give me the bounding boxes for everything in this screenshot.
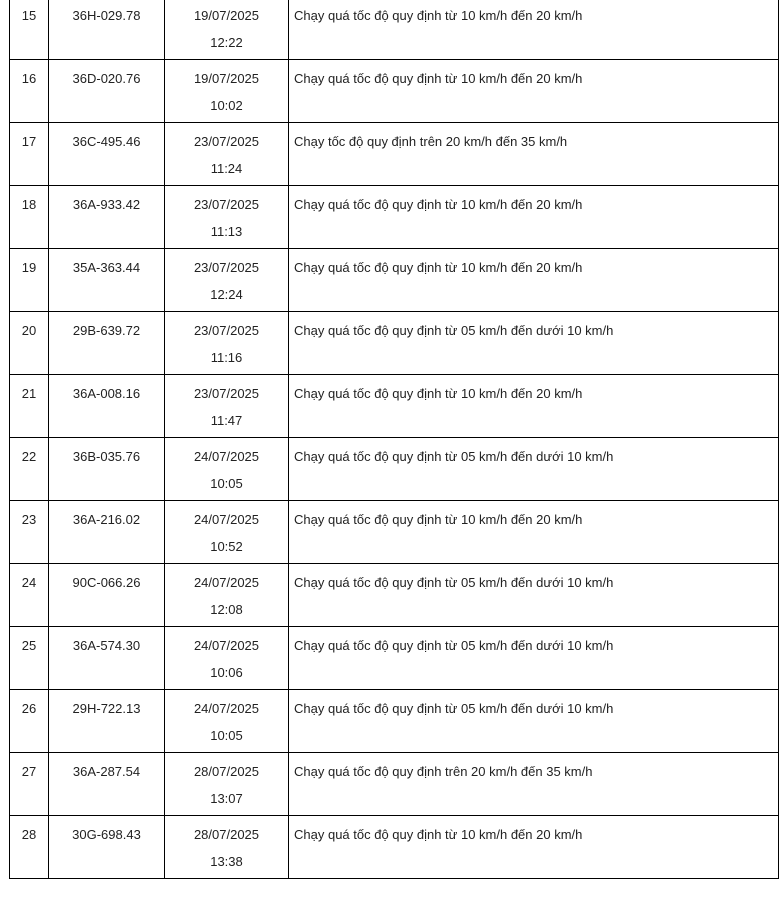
row-number-cell [10, 186, 49, 249]
row-number: 22 [21, 449, 37, 464]
table-row [10, 186, 779, 249]
plate-cell [49, 501, 165, 564]
row-number-cell [10, 627, 49, 690]
datetime-cell [165, 816, 289, 879]
violation-cell [289, 690, 779, 753]
plate-cell [49, 627, 165, 690]
violation-time: 11:24 [210, 161, 243, 176]
license-plate: 35A-363.44 [72, 260, 141, 275]
row-number: 24 [21, 575, 37, 590]
table-row [10, 690, 779, 753]
violation-cell [289, 312, 779, 375]
row-number: 23 [21, 512, 37, 527]
violation-cell [289, 816, 779, 879]
violation-time: 10:06 [210, 665, 243, 680]
violation-description: Chạy quá tốc độ quy định từ 10 km/h đến 20 km/h [294, 260, 583, 275]
row-number-cell [10, 564, 49, 627]
violation-cell [289, 249, 779, 312]
datetime-cell [165, 753, 289, 816]
violation-time: 13:07 [210, 791, 243, 806]
row-number-cell [10, 501, 49, 564]
violation-date: 23/07/2025 [193, 323, 260, 338]
violation-description: Chạy quá tốc độ quy định từ 10 km/h đến 20 km/h [294, 71, 583, 86]
violation-cell [289, 186, 779, 249]
license-plate: 29B-639.72 [72, 323, 141, 338]
violation-date: 28/07/2025 [193, 764, 260, 779]
datetime-cell [165, 186, 289, 249]
table-row [10, 753, 779, 816]
row-number: 18 [21, 197, 37, 212]
row-number: 21 [21, 386, 37, 401]
violation-cell [289, 564, 779, 627]
row-number-cell [10, 312, 49, 375]
violation-date: 23/07/2025 [193, 134, 260, 149]
datetime-cell [165, 0, 289, 60]
violations-table [9, 0, 779, 879]
violation-cell [289, 438, 779, 501]
table-row [10, 123, 779, 186]
row-number-cell [10, 753, 49, 816]
violation-time: 13:38 [210, 854, 243, 869]
violation-time: 10:05 [210, 476, 243, 491]
plate-cell [49, 816, 165, 879]
violation-date: 24/07/2025 [193, 512, 260, 527]
violation-time: 12:24 [210, 287, 243, 302]
license-plate: 36C-495.46 [72, 134, 141, 149]
violation-description: Chạy quá tốc độ quy định từ 05 km/h đến dưới 10 km/h [294, 701, 614, 716]
datetime-cell [165, 627, 289, 690]
violation-date: 28/07/2025 [193, 827, 260, 842]
table-row [10, 501, 779, 564]
violation-cell [289, 123, 779, 186]
plate-cell [49, 186, 165, 249]
table-row [10, 564, 779, 627]
violation-description: Chạy quá tốc độ quy định từ 10 km/h đến 20 km/h [294, 197, 583, 212]
violation-description: Chạy quá tốc độ quy định từ 05 km/h đến dưới 10 km/h [294, 449, 614, 464]
license-plate: 90C-066.26 [72, 575, 141, 590]
row-number-cell [10, 816, 49, 879]
row-number: 28 [21, 827, 37, 842]
datetime-cell [165, 249, 289, 312]
row-number-cell [10, 375, 49, 438]
plate-cell [49, 564, 165, 627]
violation-date: 23/07/2025 [193, 260, 260, 275]
violation-date: 23/07/2025 [193, 197, 260, 212]
row-number-cell [10, 0, 49, 60]
table-row [10, 816, 779, 879]
violation-description: Chạy quá tốc độ quy định từ 10 km/h đến 20 km/h [294, 8, 583, 23]
violation-description: Chạy quá tốc độ quy định trên 20 km/h đến 35 km/h [294, 764, 593, 779]
violation-time: 11:13 [210, 224, 243, 239]
violation-time: 11:16 [210, 350, 243, 365]
license-plate: 36D-020.76 [72, 71, 141, 86]
datetime-cell [165, 501, 289, 564]
datetime-cell [165, 60, 289, 123]
row-number-cell [10, 249, 49, 312]
violation-cell [289, 375, 779, 438]
datetime-cell [165, 690, 289, 753]
violation-time: 11:47 [210, 413, 243, 428]
violation-description: Chạy quá tốc độ quy định từ 10 km/h đến 20 km/h [294, 827, 583, 842]
plate-cell [49, 753, 165, 816]
license-plate: 30G-698.43 [72, 827, 141, 842]
row-number: 25 [21, 638, 37, 653]
violation-time: 12:22 [210, 35, 243, 50]
violation-time: 10:02 [210, 98, 243, 113]
violation-date: 19/07/2025 [193, 71, 260, 86]
violation-cell [289, 627, 779, 690]
row-number: 27 [21, 764, 37, 779]
plate-cell [49, 312, 165, 375]
violation-date: 24/07/2025 [193, 638, 260, 653]
violation-date: 19/07/2025 [193, 8, 260, 23]
row-number-cell [10, 690, 49, 753]
violation-description: Chạy quá tốc độ quy định từ 10 km/h đến 20 km/h [294, 386, 583, 401]
row-number: 16 [21, 71, 37, 86]
plate-cell [49, 249, 165, 312]
violation-description: Chạy tốc độ quy định trên 20 km/h đến 35 km/h [294, 134, 568, 149]
table-row [10, 312, 779, 375]
plate-cell [49, 0, 165, 60]
violation-description: Chạy quá tốc độ quy định từ 05 km/h đến dưới 10 km/h [294, 323, 614, 338]
plate-cell [49, 60, 165, 123]
row-number-cell [10, 438, 49, 501]
datetime-cell [165, 375, 289, 438]
table-row [10, 375, 779, 438]
violation-cell [289, 60, 779, 123]
violation-cell [289, 753, 779, 816]
violation-time: 10:05 [210, 728, 243, 743]
violation-description: Chạy quá tốc độ quy định từ 10 km/h đến 20 km/h [294, 512, 583, 527]
plate-cell [49, 690, 165, 753]
datetime-cell [165, 438, 289, 501]
datetime-cell [165, 123, 289, 186]
violation-cell [289, 0, 779, 60]
row-number: 17 [21, 134, 37, 149]
violation-description: Chạy quá tốc độ quy định từ 05 km/h đến dưới 10 km/h [294, 575, 614, 590]
license-plate: 36A-933.42 [72, 197, 141, 212]
violation-date: 23/07/2025 [193, 386, 260, 401]
row-number: 20 [21, 323, 37, 338]
violation-description: Chạy quá tốc độ quy định từ 05 km/h đến dưới 10 km/h [294, 638, 614, 653]
row-number: 26 [21, 701, 37, 716]
table-row [10, 438, 779, 501]
plate-cell [49, 375, 165, 438]
license-plate: 36A-216.02 [72, 512, 141, 527]
violation-date: 24/07/2025 [193, 449, 260, 464]
plate-cell [49, 123, 165, 186]
datetime-cell [165, 312, 289, 375]
license-plate: 36A-574.30 [72, 638, 141, 653]
table-row [10, 249, 779, 312]
row-number: 19 [21, 260, 37, 275]
violation-date: 24/07/2025 [193, 701, 260, 716]
table-row [10, 60, 779, 123]
license-plate: 36A-008.16 [72, 386, 141, 401]
row-number-cell [10, 123, 49, 186]
datetime-cell [165, 564, 289, 627]
license-plate: 36A-287.54 [72, 764, 141, 779]
row-number: 15 [21, 8, 37, 23]
violation-time: 12:08 [210, 602, 243, 617]
license-plate: 36B-035.76 [72, 449, 141, 464]
table-row [10, 0, 779, 60]
license-plate: 29H-722.13 [72, 701, 141, 716]
violation-cell [289, 501, 779, 564]
plate-cell [49, 438, 165, 501]
row-number-cell [10, 60, 49, 123]
license-plate: 36H-029.78 [72, 8, 141, 23]
table-body [10, 0, 779, 879]
violation-date: 24/07/2025 [193, 575, 260, 590]
violation-time: 10:52 [210, 539, 243, 554]
table-row [10, 627, 779, 690]
